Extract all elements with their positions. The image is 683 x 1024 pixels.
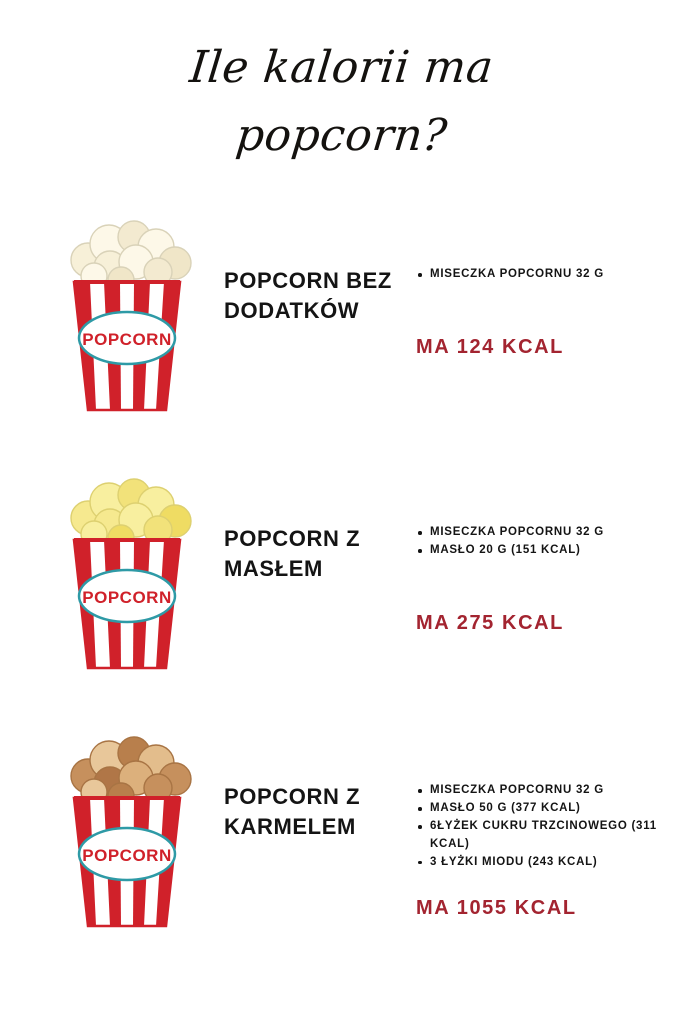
list-item: MASŁO 20 G (151 KCAL) xyxy=(416,542,669,560)
kcal-total-butter: MA 275 KCAL xyxy=(416,612,564,634)
popcorn-row-caramel xyxy=(0,720,683,978)
popcorn-rows xyxy=(0,204,683,978)
bucket-label-text: POPCORN xyxy=(82,846,172,866)
item-name-caramel: POPCORN Z KARMELEM xyxy=(224,784,361,840)
popcorn-row-butter xyxy=(0,462,683,720)
list-item: MISECZKA POPCORNU 32 G xyxy=(416,524,669,542)
popcorn-bucket-plain xyxy=(38,204,216,416)
item-detail-cell-plain xyxy=(416,204,683,359)
list-item: 3 ŁYŻKI MIODU (243 KCAL) xyxy=(416,854,669,872)
popcorn-bucket-illustration xyxy=(48,468,206,674)
item-name-butter: POPCORN Z MASŁEM xyxy=(224,526,361,582)
kcal-total-plain: MA 124 KCAL xyxy=(416,336,564,359)
kcal-total-caramel: MA 1055 KCAL xyxy=(416,897,577,920)
list-item: MISECZKA POPCORNU 32 G xyxy=(416,782,669,800)
bucket-label-text: POPCORN xyxy=(82,330,172,350)
bucket-label-text: POPCORN xyxy=(82,588,172,608)
list-item: MISECZKA POPCORNU 32 G xyxy=(416,266,669,284)
item-name-plain: POPCORN BEZ DODATKÓW xyxy=(224,268,392,324)
list-item: 6ŁYŻEK CUKRU TRZCINOWEGO (311 KCAL) xyxy=(416,818,669,854)
page-title-line-1: Ile kalorii ma xyxy=(187,42,496,93)
item-name-cell-caramel xyxy=(216,720,416,841)
item-detail-cell-butter xyxy=(416,462,683,635)
popcorn-bucket-illustration xyxy=(48,726,206,932)
ingredient-list-plain xyxy=(416,266,669,284)
ingredient-list-caramel xyxy=(416,782,669,871)
popcorn-row-plain xyxy=(0,204,683,462)
list-item: MASŁO 50 G (377 KCAL) xyxy=(416,800,669,818)
item-name-cell-plain xyxy=(216,204,416,325)
item-name-cell-butter xyxy=(216,462,416,583)
page-title-line-2: popcorn? xyxy=(233,110,450,162)
page-title xyxy=(0,0,683,170)
item-detail-cell-caramel xyxy=(416,720,683,920)
popcorn-bucket-caramel xyxy=(38,720,216,932)
popcorn-bucket-illustration xyxy=(48,210,206,416)
popcorn-bucket-butter xyxy=(38,462,216,674)
ingredient-list-butter xyxy=(416,524,669,560)
